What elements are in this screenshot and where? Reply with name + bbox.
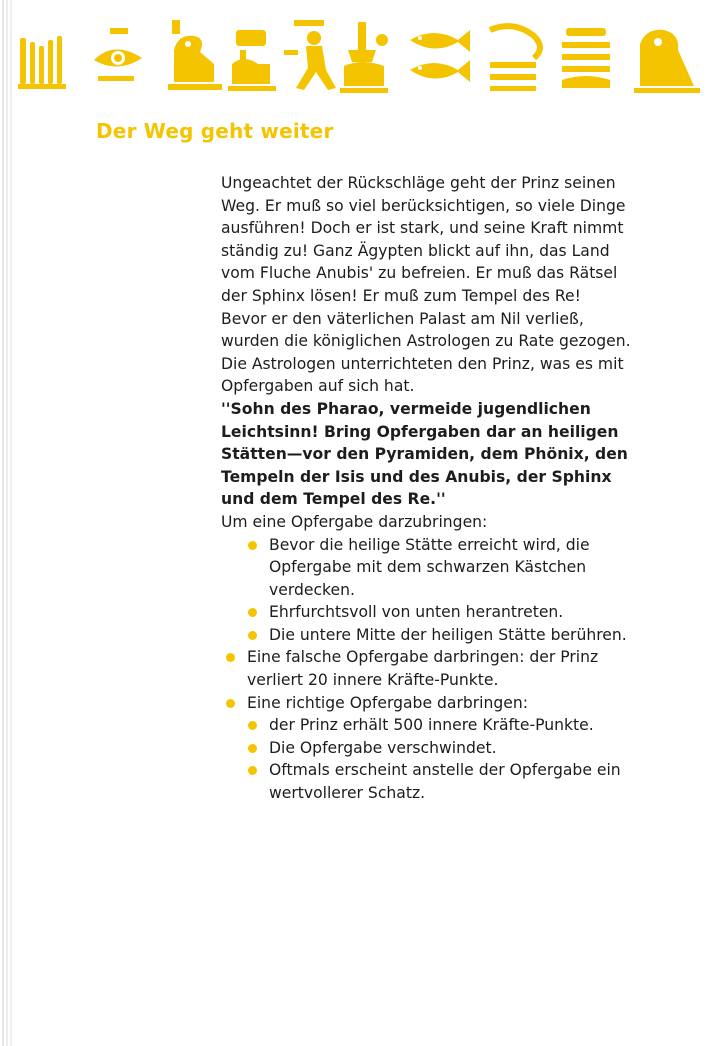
serpent-glyph-icon	[490, 26, 540, 91]
list-item: Oftmals erscheint anstelle der Opfergabe ein wertvollerer Schatz.	[243, 759, 631, 804]
palace-paragraph: Bevor er den väterlichen Palast am Nil verließ, wurden die königlichen Astrologen zu Rate gezogen.	[221, 309, 631, 351]
eye-glyph-icon	[94, 28, 142, 81]
jar-glyph-icon	[340, 22, 388, 93]
right-offering-results-list	[221, 714, 631, 804]
reed-glyph-icon	[18, 36, 66, 89]
list-item: Eine falsche Opfergabe darbringen: der Prinz verliert 20 innere Kräfte-Punkte.	[221, 646, 631, 691]
list-item: Ehrfurchtsvoll von unten herantreten.	[243, 601, 631, 624]
offering-steps-list	[221, 534, 631, 647]
offering-outcomes-list	[221, 646, 631, 714]
list-item: der Prinz erhält 500 innere Kräfte-Punkte.	[243, 714, 631, 737]
fish-glyph-icon	[410, 30, 470, 82]
astrologers-paragraph: Die Astrologen unterrichteten den Prinz, was es mit Opfergaben auf sich hat.	[221, 354, 624, 396]
hieroglyph-banner	[14, 0, 714, 100]
list-item: Bevor die heilige Stätte erreicht wird, die Opfergabe mit dem schwarzen Kästchen verdecken.	[243, 534, 631, 602]
body-text	[221, 172, 631, 805]
binding-edge	[0, 0, 16, 1046]
hand-glyph-icon	[562, 28, 610, 88]
list-item: Die untere Mitte der heiligen Stätte berühren.	[243, 624, 631, 647]
bird-glyph-icon	[168, 20, 222, 90]
walking-man-glyph-icon	[284, 20, 336, 90]
list-item: Eine richtige Opfergabe darbringen:	[221, 692, 631, 715]
howto-paragraph: Um eine Opfergabe darzubringen:	[221, 512, 488, 531]
astrologer-quote: ''Sohn des Pharao, vermeide jugendlichen Leichtsinn! Bring Opfergaben dar an heiligen Stätten—vor den Pyramiden, dem Phönix, den Tempeln der Isis und des Anubis, der Sphinx und dem Tempel des Re.''	[221, 399, 628, 509]
owl-glyph-icon	[634, 30, 700, 93]
list-item: Die Opfergabe verschwindet.	[243, 737, 631, 760]
intro-paragraph: Ungeachtet der Rückschläge geht der Prinz seinen Weg. Er muß so viel berücksichtigen, so viele Dinge ausführen! Doch er ist stark, und seine Kraft nimmt ständig zu! Ganz Ägypten blickt auf ihn, das Land vom Fluche Anubis' zu befreien. Er muß das Rätsel der Sphinx lösen! Er muß zum Tempel des Re!	[221, 174, 626, 305]
page-title: Der Weg geht weiter	[96, 119, 334, 143]
hieroglyph-frieze-icon	[14, 0, 714, 100]
seated-figure-glyph-icon	[228, 30, 276, 91]
